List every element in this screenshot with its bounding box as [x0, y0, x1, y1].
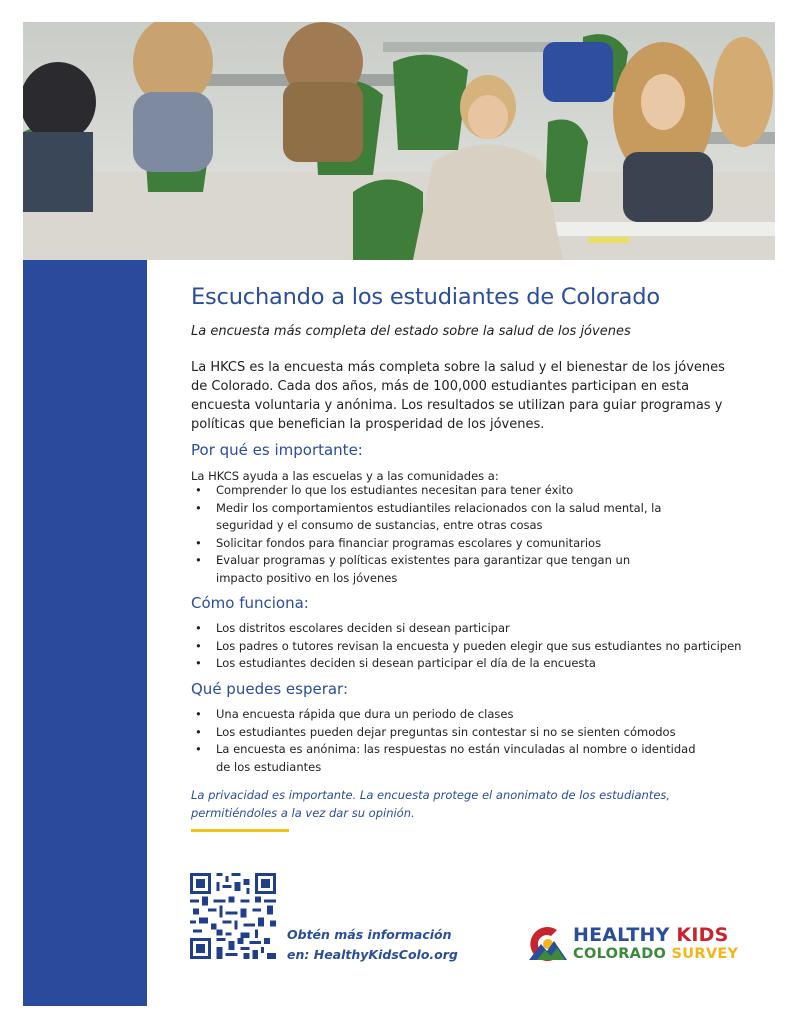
logo-word-healthy: HEALTHY	[573, 924, 670, 946]
logo-line-2	[573, 946, 738, 963]
section-heading-what-to-expect: Qué puedes esperar:	[191, 680, 349, 698]
list-item: • Una encuesta rápida que dura un periodo de clases	[191, 706, 751, 724]
blue-side-bar	[23, 260, 147, 1006]
how-it-works-list	[191, 620, 751, 673]
list-item: • Los distritos escolares deciden si desean participar	[191, 620, 751, 638]
classroom-students-photo-icon	[23, 22, 775, 260]
colorado-c-mountain-logo-icon	[527, 924, 569, 964]
logo-word-survey: SURVEY	[671, 946, 739, 962]
more-info-link[interactable]	[287, 925, 458, 965]
list-item: • Los padres o tutores revisan la encuesta y pueden elegir que sus estudiantes no participen	[191, 638, 751, 656]
section-lead: La HKCS ayuda a las escuelas y a las comunidades a:	[191, 469, 499, 483]
more-info-line2[interactable]: en: HealthyKidsColo.org	[287, 947, 458, 962]
list-item: • Medir los comportamientos estudiantiles relacionados con la salud mental, la seguridad y el consumo de sustancias, entre otras cosas	[191, 500, 671, 535]
yellow-divider	[191, 829, 289, 832]
what-to-expect-list	[191, 706, 751, 776]
list-item: • Los estudiantes pueden dejar preguntas sin contestar si no se sienten cómodos	[191, 724, 751, 742]
qr-code-icon[interactable]	[190, 873, 276, 959]
healthy-kids-colorado-survey-logo	[527, 924, 749, 968]
intro-paragraph: La HKCS es la encuesta más completa sobre la salud y el bienestar de los jóvenes de Colorado. Cada dos años, más de 100,000 estudiantes participan en esta encuesta voluntaria y anónima. Los resultados se utilizan para guiar programas y políticas que benefician la prosperidad de los jóvenes.	[191, 360, 725, 432]
list-item: • La encuesta es anónima: las respuestas no están vinculadas al nombre o identidad de los estudiantes	[191, 741, 696, 776]
list-item: • Evaluar programas y políticas existentes para garantizar que tengan un impacto positivo en los jóvenes	[191, 552, 676, 587]
list-item: • Solicitar fondos para financiar programas escolares y comunitarios	[191, 535, 751, 553]
importance-list	[191, 482, 751, 587]
classroom-photo	[23, 22, 775, 260]
page-title: Escuchando a los estudiantes de Colorado	[191, 284, 660, 310]
logo-word-kids: KIDS	[676, 924, 729, 946]
privacy-note: La privacidad es importante. La encuesta protege el anonimato de los estudiantes, permitiéndoles a la vez dar su opinión.	[191, 788, 671, 820]
section-heading-how-it-works: Cómo funciona:	[191, 594, 309, 612]
logo-line-1	[573, 924, 728, 946]
list-item: • Comprender lo que los estudiantes necesitan para tener éxito	[191, 482, 751, 500]
page-subtitle: La encuesta más completa del estado sobre la salud de los jóvenes	[191, 324, 631, 339]
logo-word-colorado: COLORADO	[573, 946, 667, 962]
section-heading-importance: Por qué es importante:	[191, 441, 363, 459]
list-item: • Los estudiantes deciden si desean participar el día de la encuesta	[191, 655, 751, 673]
more-info-line1: Obtén más información	[287, 927, 452, 942]
